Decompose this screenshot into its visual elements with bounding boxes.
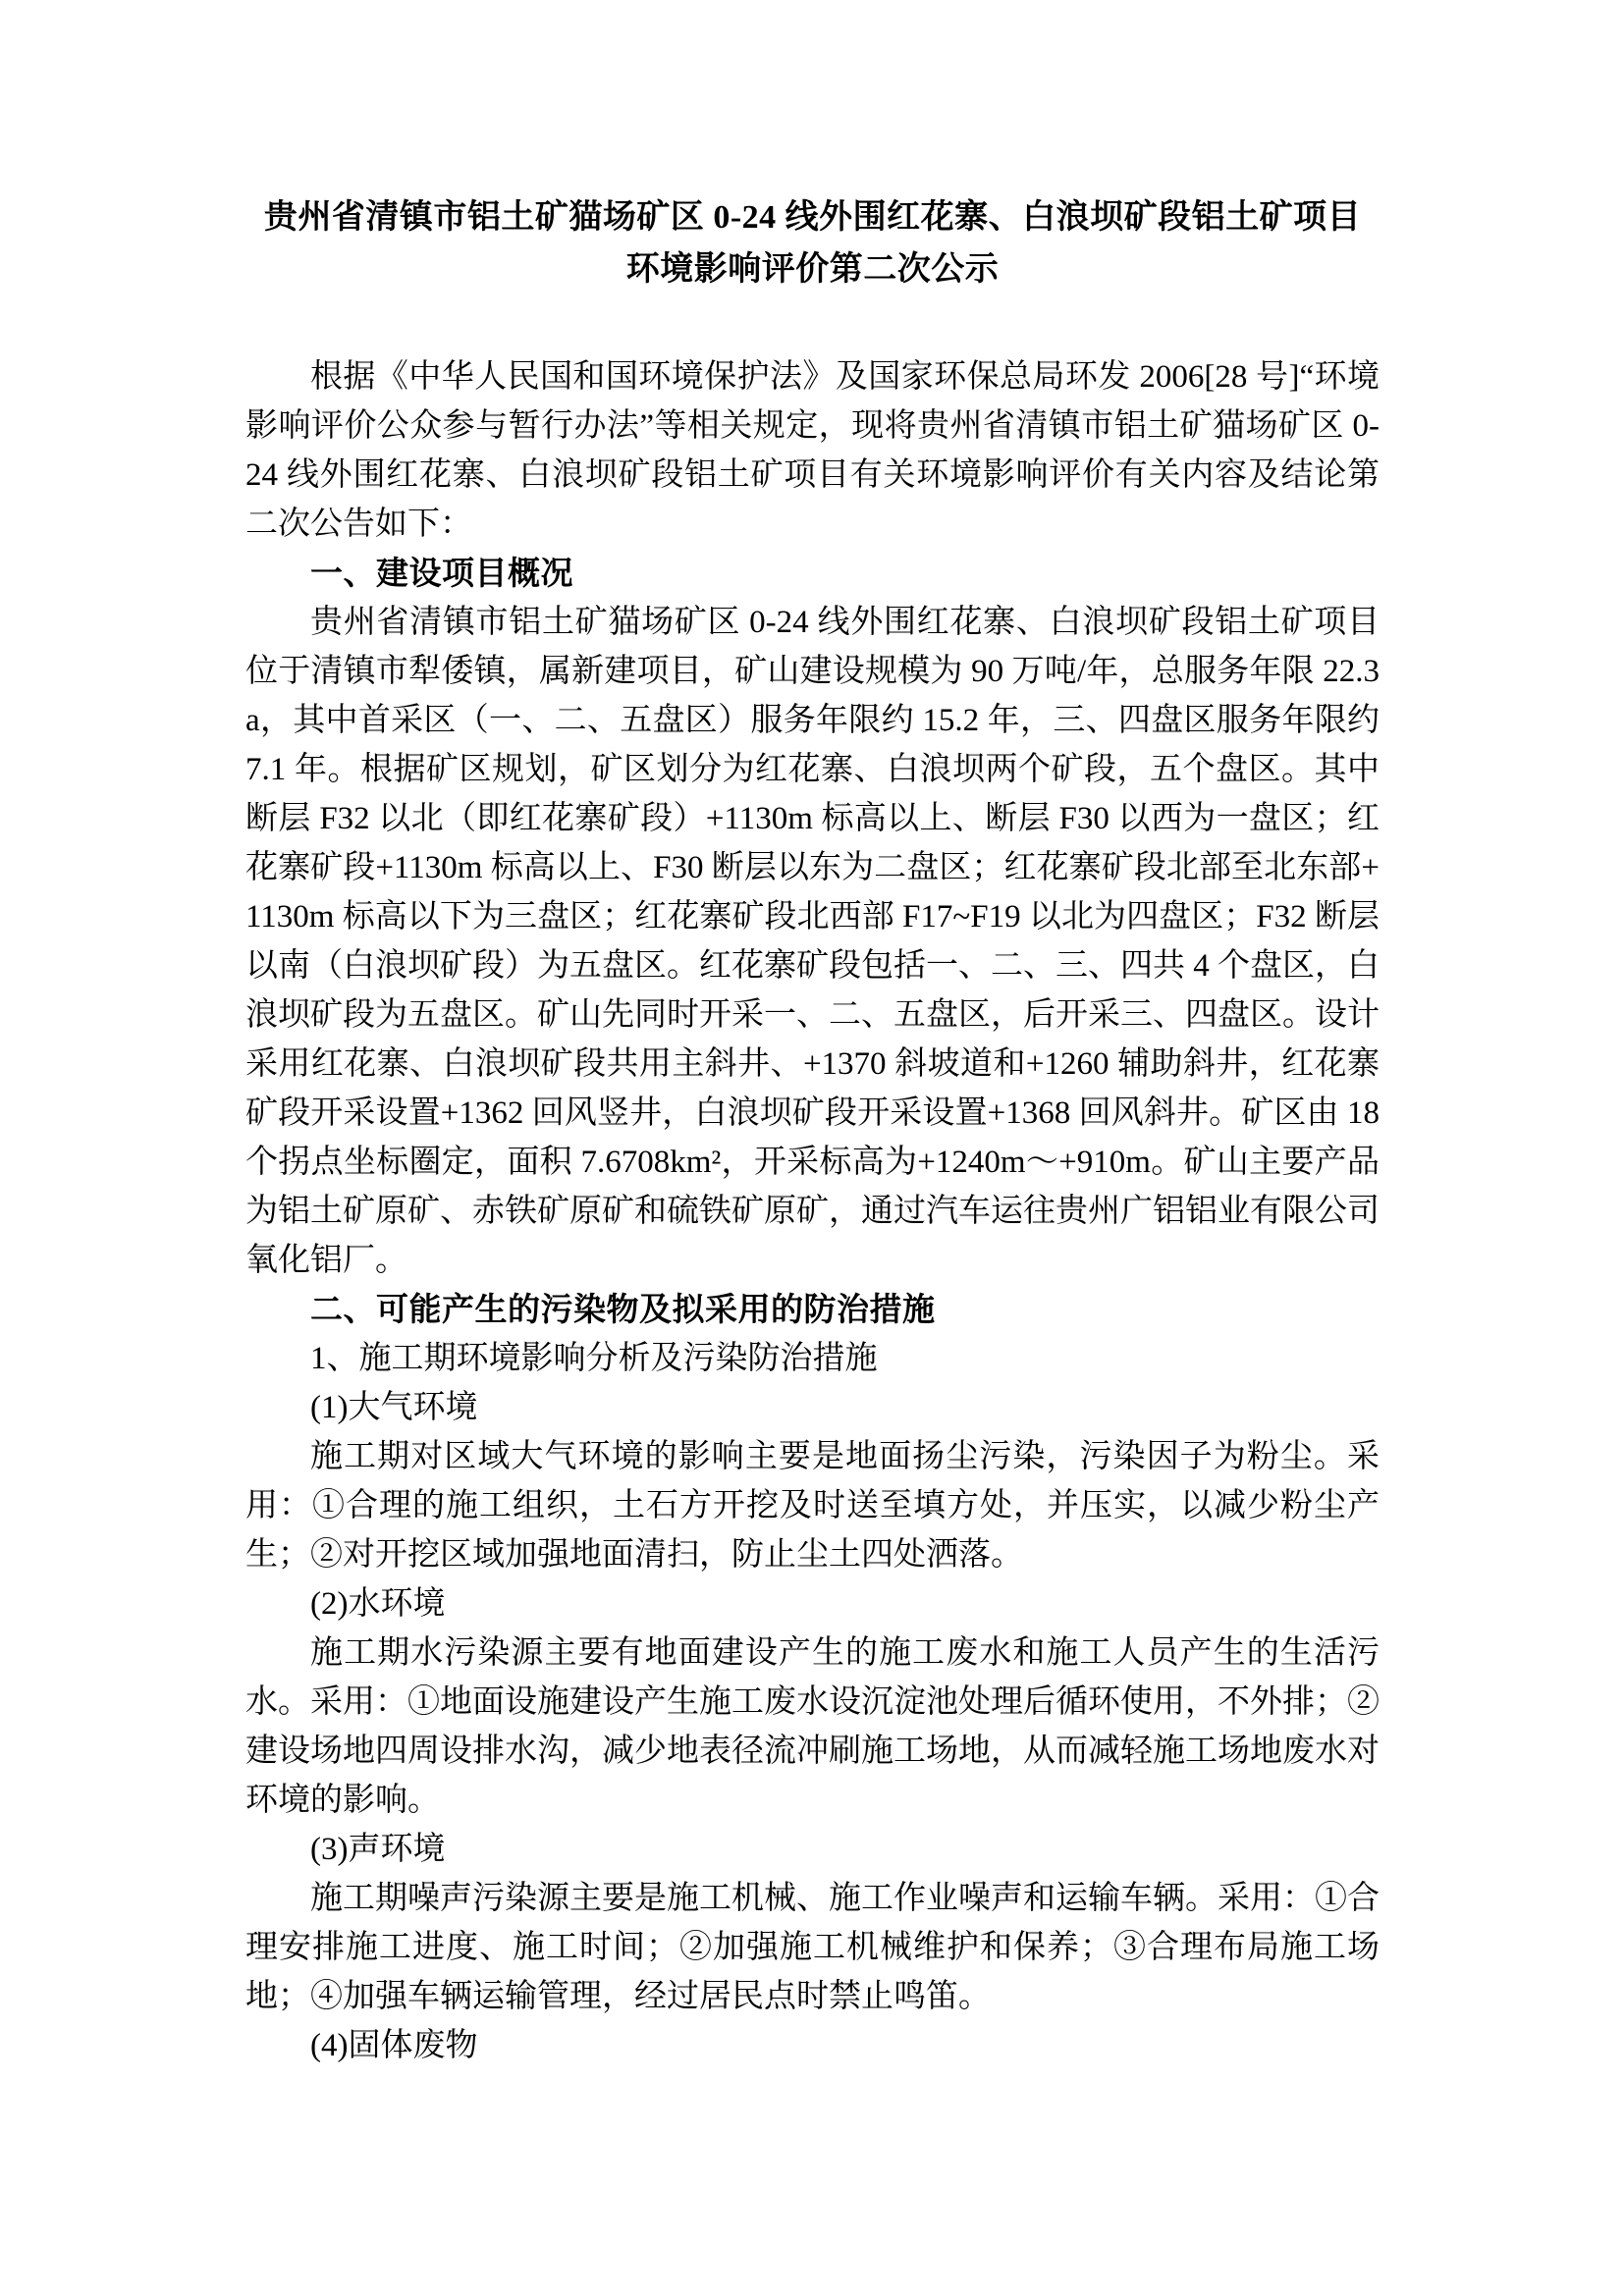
heading-section-1-project-overview: 一、建设项目概况 — [310, 555, 573, 591]
paragraph-noise-measures: 施工期噪声污染源主要是施工机械、施工作业噪声和运输车辆。采用：①合理安排施工进度、施工时间；②加强施工机械维护和保养；③合理布局施工场地；④加强车辆运输管理，经过居民点时禁止鸣笛。 — [245, 1881, 1380, 2014]
doc-body — [245, 352, 1380, 2070]
subheading-solid-waste: (4)固体废物 — [310, 2028, 478, 2063]
doc-title-line-1: 贵州省清镇市铝土矿猫场矿区 0-24 线外围红花寨、白浪坝矿段铝土矿项目 — [263, 199, 1362, 236]
paragraph-air-environment-measures: 施工期对区域大气环境的影响主要是地面扬尘污染，污染因子为粉尘。采用：①合理的施工组织，土石方开挖及时送至填方处，并压实，以减少粉尘产生；②对开挖区域加强地面清扫，防止尘土四处洒落。 — [245, 1439, 1380, 1573]
paragraph-preamble: 根据《中华人民国和国环境保护法》及国家环保总局环发 2006[28 号]“环境影响评价公众参与暂行办法”等相关规定，现将贵州省清镇市铝土矿猫场矿区 0-24 线外围红花寨、白浪坝矿段铝土矿项目有关环境影响评价有关内容及结论第二次公告如下： — [245, 359, 1380, 542]
paragraph-water-environment-measures: 施工期水污染源主要有地面建设产生的施工废水和施工人员产生的生活污水。采用：①地面设施建设产生施工废水设沉淀池处理后循环使用，不外排；②建设场地四周设排水沟，减少地表径流冲刷施工场地，从而减轻施工场地废水对环境的影响。 — [245, 1635, 1380, 1818]
paragraph-project-overview: 贵州省清镇市铝土矿猫场矿区 0-24 线外围红花寨、白浪坝矿段铝土矿项目位于清镇市犁倭镇，属新建项目，矿山建设规模为 90 万吨/年，总服务年限 22.3a，其中首采区（一、二、五盘区）服务年限约 15.2 年，三、四盘区服务年限约 7.1 年。根据矿区规划，矿区划分为红花寨、白浪坝两个矿段，五个盘区。其中断层 F32 以北（即红花寨矿段）+1130m 标高以上、断层 F30 以西为一盘区；红花寨矿段+1130m 标高以上、F30 断层以东为二盘区；红花寨矿段北部至北东部+1130m 标高以下为三盘区；红花寨矿段北西部 F17~F19 以北为四盘区；F32 断层以南（白浪坝矿段）为五盘区。红花寨矿段包括一、二、三、四共 4 个盘区，白浪坝矿段为五盘区。矿山先同时开采一、二、五盘区，后开采三、四盘区。设计采用红花寨、白浪坝矿段共用主斜井、+1370 斜坡道和+1260 辅助斜井，红花寨矿段开采设置+1362 回风竖井，白浪坝矿段开采设置+1368 回风斜井。矿区由 18 个拐点坐标圈定，面积 7.6708km²，开采标高为+1240m～+910m。矿山主要产品为铝土矿原矿、赤铁矿原矿和硫铁矿原矿，通过汽车运往贵州广铝铝业有限公司氧化铝厂。 — [245, 605, 1380, 1278]
subheading-air-environment: (1)大气环境 — [310, 1390, 478, 1425]
subheading-acoustic-environment: (3)声环境 — [310, 1832, 446, 1867]
subheading-construction-period-analysis: 1、施工期环境影响分析及污染防治措施 — [310, 1341, 878, 1376]
heading-section-2-pollutants-and-measures: 二、可能产生的污染物及拟采用的防治措施 — [310, 1291, 936, 1327]
subheading-water-environment: (2)水环境 — [310, 1586, 446, 1622]
doc-title — [245, 191, 1380, 295]
doc-title-line-2: 环境影响评价第二次公示 — [625, 251, 1000, 288]
